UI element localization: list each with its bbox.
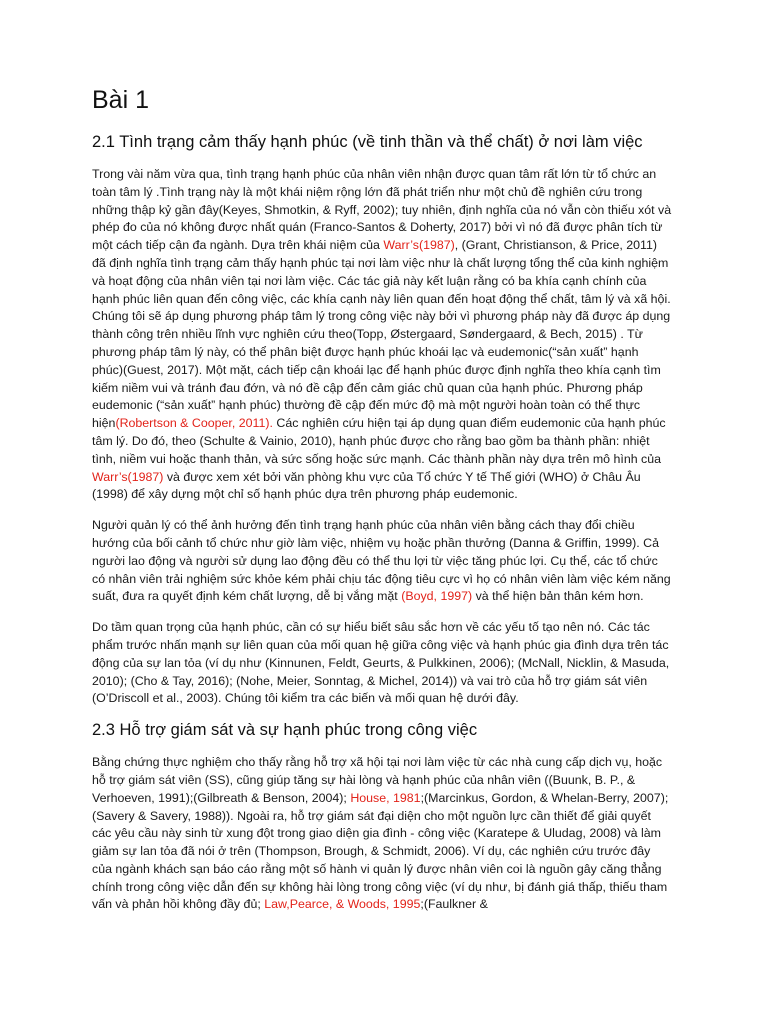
paragraph-text: Bằng chứng thực nghiệm cho thấy rằng hỗ trợ xã hội tại nơi làm việc từ các nhà cung cấp dịch vụ, hoặc hỗ trợ giám sát viên (SS), cũng giúp tăng sự hài lòng và hạnh phúc của nhân viên ((Buunk, B. P., & Verhoeven, 1991);(Gilbreath & Benson, 2004);	[92, 755, 663, 805]
citation-house-1981: House, 1981	[350, 790, 421, 805]
paragraph-wellbeing-definition	[92, 166, 672, 504]
paragraph-text: Người quản lý có thể ảnh hưởng đến tình trạng hạnh phúc của nhân viên bằng cách thay đổi chiều hướng của bối cảnh tổ chức như giờ làm việc, nhiệm vụ hoặc phần thưởng (Danna & Griffin, 1999). Cả người lao động và người sử dụng lao động đều có thể thu lợi từ việc tăng phúc lợi. Cụ thể, các tổ chức có nhân viên trải nghiệm sức khỏe kém phải chịu tác động tiêu cực vì họ có nhân viên làm việc kém năng suất, đưa ra quyết định kém chất lượng, dễ bị vắng mặt	[92, 518, 671, 604]
citation-robertson-cooper-2011: (Robertson & Cooper, 2011).	[115, 416, 273, 431]
paragraph-text: Trong vài năm vừa qua, tình trạng hạnh phúc của nhân viên nhận được quan tâm rất lớn từ tổ chức an toàn tâm lý .Tình trạng này là một khái niệm rộng lớn đã phát triển như một chủ đề nghiên cứu trong những thập kỷ gần đây(Keyes, Shmotkin, & Ryff, 2002); tuy nhiên, định nghĩa của nó vẫn còn thiếu xót và phép đo của nó không được nhất quán (Franco-Santos & Doherty, 2017) bởi vì nó đã được phân tích từ một cách tiếp cận đa ngành. Dựa trên khái niệm của	[92, 167, 672, 253]
paragraph-text: Các nghiên cứu hiện tại áp dụng quan điểm eudemonic của hạnh phúc tâm lý. Do đó, theo (Schulte & Vainio, 2010), hạnh phúc được cho rằng bao gồm ba thành phần: nhiệt tình, niềm vui hoặc thanh thản, và sức sống hoặc sức mạnh. Các thành phần này dựa trên mô hình của	[92, 416, 666, 466]
paragraph-text: ;(Marcinkus, Gordon, & Whelan-Berry, 2007); (Savery & Savery, 1988)). Ngoài ra, hỗ trợ giám sát đại diện cho một nguồn lực cần thiết để giải quyết các yêu cầu này sinh từ xung đột trong giao diện gia đình - công việc (Karatepe & Uludag, 2008) và làm giảm sự lan tỏa đã nói ở trên (Thompson, Brough, & Schmidt, 2006). Ví dụ, các nghiên cứu trước đây của ngành khách sạn báo cáo rằng một số hành vi quản lý được nhân viên coi là nguồn gây căng thẳng chính trong công việc dẫn đến sự không hài lòng trong công việc (ví dụ như, bị đánh giá thấp, thiếu tham vấn và phản hồi không đầy đủ;	[92, 790, 669, 912]
citation-boyd-1997: (Boyd, 1997)	[401, 589, 473, 604]
paragraph-importance	[92, 619, 672, 708]
paragraph-text: và được xem xét bởi văn phòng khu vực của Tổ chức Y tế Thế giới (WHO) ở Châu Âu (1998) để xây dựng một chỉ số hạnh phúc dựa trên phương pháp eudemonic.	[92, 469, 641, 502]
section-heading-2-1: 2.1 Tình trạng cảm thấy hạnh phúc (về tinh thần và thể chất) ở nơi làm việc	[92, 133, 643, 151]
paragraph-text: Do tầm quan trọng của hạnh phúc, cần có sự hiểu biết sâu sắc hơn về các yếu tố tạo nên nó. Các tác phẩm trước nhấn mạnh sự liên quan của mối quan hệ giữa công việc và hạnh phúc gia đình dựa trên tác động của sự lan tỏa (ví dụ như (Kinnunen, Feldt, Geurts, & Pulkkinen, 2006); (McNall, Nicklin, & Masuda, 2010); (Cho & Tay, 2016); (Nohe, Meier, Sonntag, & Michel, 2014)) và vai trò của hỗ trợ giám sát viên (O’Driscoll et al., 2003). Chúng tôi kiểm tra các biến và mối quan hệ dưới đây.	[92, 620, 670, 706]
citation-warr-1987: Warr’s(1987)	[383, 238, 455, 253]
paragraph-text: ;(Faulkner &	[420, 897, 488, 912]
document-title: Bài 1	[92, 86, 149, 114]
paragraph-manager-influence	[92, 517, 672, 606]
section-heading-2-3: 2.3 Hỗ trợ giám sát và sự hạnh phúc trong công việc	[92, 721, 478, 740]
paragraph-text: , (Grant, Christianson, & Price, 2011) đã định nghĩa tình trạng cảm thấy hạnh phúc tại nơi làm việc như là chất lượng tổng thể của kinh nghiệm và hoạt động của nhân viên tại nơi làm việc. Các tác giả này kết luận rằng có ba khía cạnh chính của hạnh phúc liên quan đến công việc, các khía cạnh này liên quan đến hoạt động thể chất, tâm lý và xã hội. Chúng tôi sẽ áp dụng phương pháp tâm lý trong công việc này bởi vì phương pháp này đã được áp dụng thành công trên nhiều lĩnh vực nghiên cứu theo(Topp, Østergaard, Søndergaard, & Bech, 2015) . Từ phương pháp tâm lý này, có thể phân biệt được hạnh phúc khoái lạc và eudemonic(“sản xuất” hạnh phúc)(Guest, 2017). Một mặt, cách tiếp cận khoái lạc để hạnh phúc được định nghĩa theo khía cạnh tìm kiếm niềm vui và tránh đau đớn, và nó đề cập đến cảm giác chủ quan của hạnh phúc. Phương pháp eudemonic (“sản xuất” hạnh phúc) thường đề cập đến mức độ mà một người hoàn toàn có thể thực hiện	[92, 238, 671, 431]
citation-law-pearce-woods-1995: Law,Pearce, & Woods, 1995	[264, 897, 421, 912]
paragraph-supervisor-support	[92, 754, 672, 914]
citation-warr-1987: Warr’s(1987)	[92, 469, 164, 484]
paragraph-text: và thể hiện bản thân kém hơn.	[472, 589, 644, 604]
